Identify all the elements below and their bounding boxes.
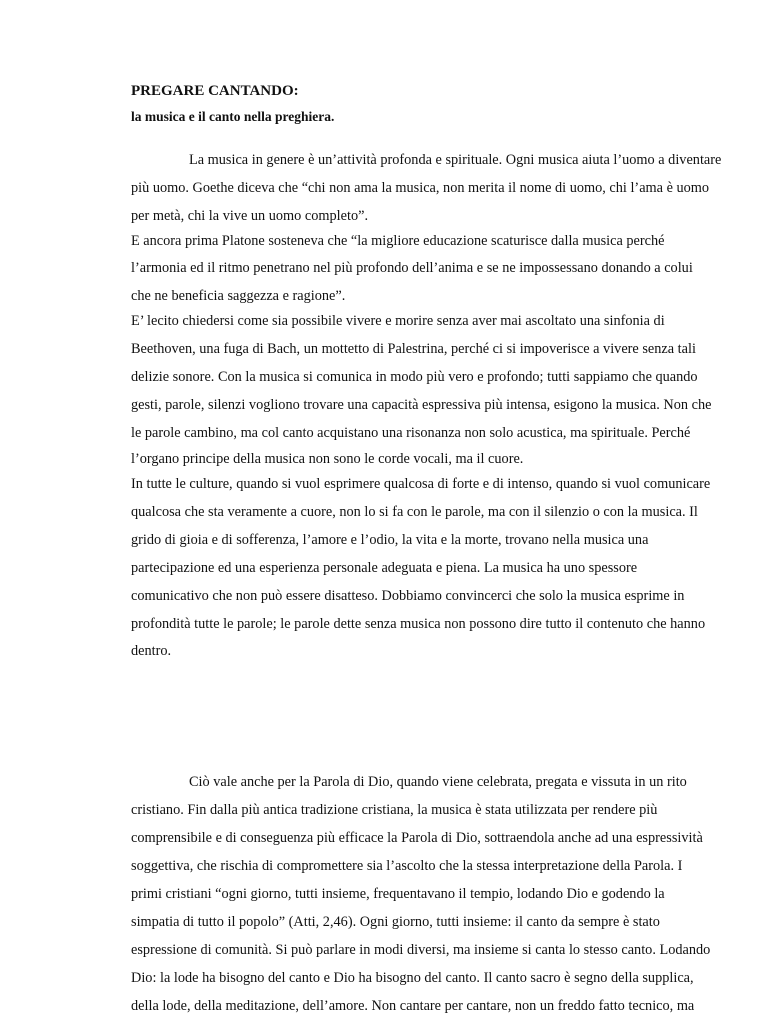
text-line: dentro.: [131, 643, 172, 659]
text-line: Beethoven, una fuga di Bach, un mottetto di Palestrina, perché ci si impoverisce a vivere senza tali: [131, 341, 696, 357]
text-line: le parole cambino, ma col canto acquistano una risonanza non solo acustica, ma spirituale. Perché: [131, 425, 691, 441]
text-line: della lode, della meditazione, dell’amore. Non cantare per cantare, non un freddo fatto tecnico, ma: [131, 998, 695, 1014]
text-line: partecipazione ed una esperienza personale adeguata e piena. La musica ha uno spessore: [131, 560, 638, 576]
text-line: delizie sonore. Con la musica si comunica in modo più vero e profondo; tutti sappiamo che quando: [131, 369, 698, 385]
text-line: profondità tutte le parole; le parole dette senza musica non possono dire tutto il contenuto che hanno: [131, 616, 706, 632]
text-line: cristiano. Fin dalla più antica tradizione cristiana, la musica è stata utilizzata per rendere più: [131, 802, 658, 818]
text-line: l’armonia ed il ritmo penetrano nel più profondo dell’anima e se ne impossessano donando a colui: [131, 260, 693, 276]
text-line: grido di gioia e di sofferenza, l’amore e l’odio, la vita e la morte, trovano nella musica una: [131, 532, 649, 548]
text-line: soggettiva, che rischia di compromettere sia l’ascolto che la stessa interpretazione della Parola. I: [131, 858, 683, 874]
text-line: comprensibile e di conseguenza più efficace la Parola di Dio, sottraendola anche ad una espressività: [131, 830, 703, 846]
text-line: gesti, parole, silenzi vogliono trovare una capacità espressiva più intensa, esigono la musica. Non che: [131, 397, 712, 413]
text-line: Ciò vale anche per la Parola di Dio, quando viene celebrata, pregata e vissuta in un rito: [189, 774, 687, 790]
text-line: primi cristiani “ogni giorno, tutti insieme, frequentavano il tempio, lodando Dio e godendo la: [131, 886, 665, 902]
text-line: qualcosa che sta veramente a cuore, non lo si fa con le parole, ma con il silenzio o con la musica. Il: [131, 504, 698, 520]
text-line: l’organo principe della musica non sono le corde vocali, ma il cuore.: [131, 451, 524, 467]
text-line: simpatia di tutto il popolo” (Atti, 2,46). Ogni giorno, tutti insieme: il canto da sempre è stato: [131, 914, 660, 930]
text-line: per metà, chi la vive un uomo completo”.: [131, 208, 369, 224]
text-line: espressione di comunità. Si può parlare in modi diversi, ma insieme si canta lo stesso canto. Lodando: [131, 942, 711, 958]
text-line: che ne beneficia saggezza e ragione”.: [131, 288, 346, 304]
document-title: PREGARE CANTANDO:: [131, 83, 299, 99]
document-subtitle: la musica e il canto nella preghiera.: [131, 109, 335, 124]
text-line: E’ lecito chiedersi come sia possibile vivere e morire senza aver mai ascoltato una sinfonia di: [131, 313, 665, 329]
text-line: In tutte le culture, quando si vuol esprimere qualcosa di forte e di intenso, quando si vuol comunicare: [131, 476, 711, 492]
text-line: E ancora prima Platone sosteneva che “la migliore educazione scaturisce dalla musica perché: [131, 233, 665, 249]
text-line: La musica in genere è un’attività profonda e spirituale. Ogni musica aiuta l’uomo a diventare: [189, 152, 722, 168]
text-line: comunicativo che non può essere disatteso. Dobbiamo convincerci che solo la musica esprime in: [131, 588, 685, 604]
text-line: più uomo. Goethe diceva che “chi non ama la musica, non merita il nome di uomo, chi l’ama è uomo: [131, 180, 710, 196]
text-line: Dio: la lode ha bisogno del canto e Dio ha bisogno del canto. Il canto sacro è segno della supplica,: [131, 970, 694, 986]
